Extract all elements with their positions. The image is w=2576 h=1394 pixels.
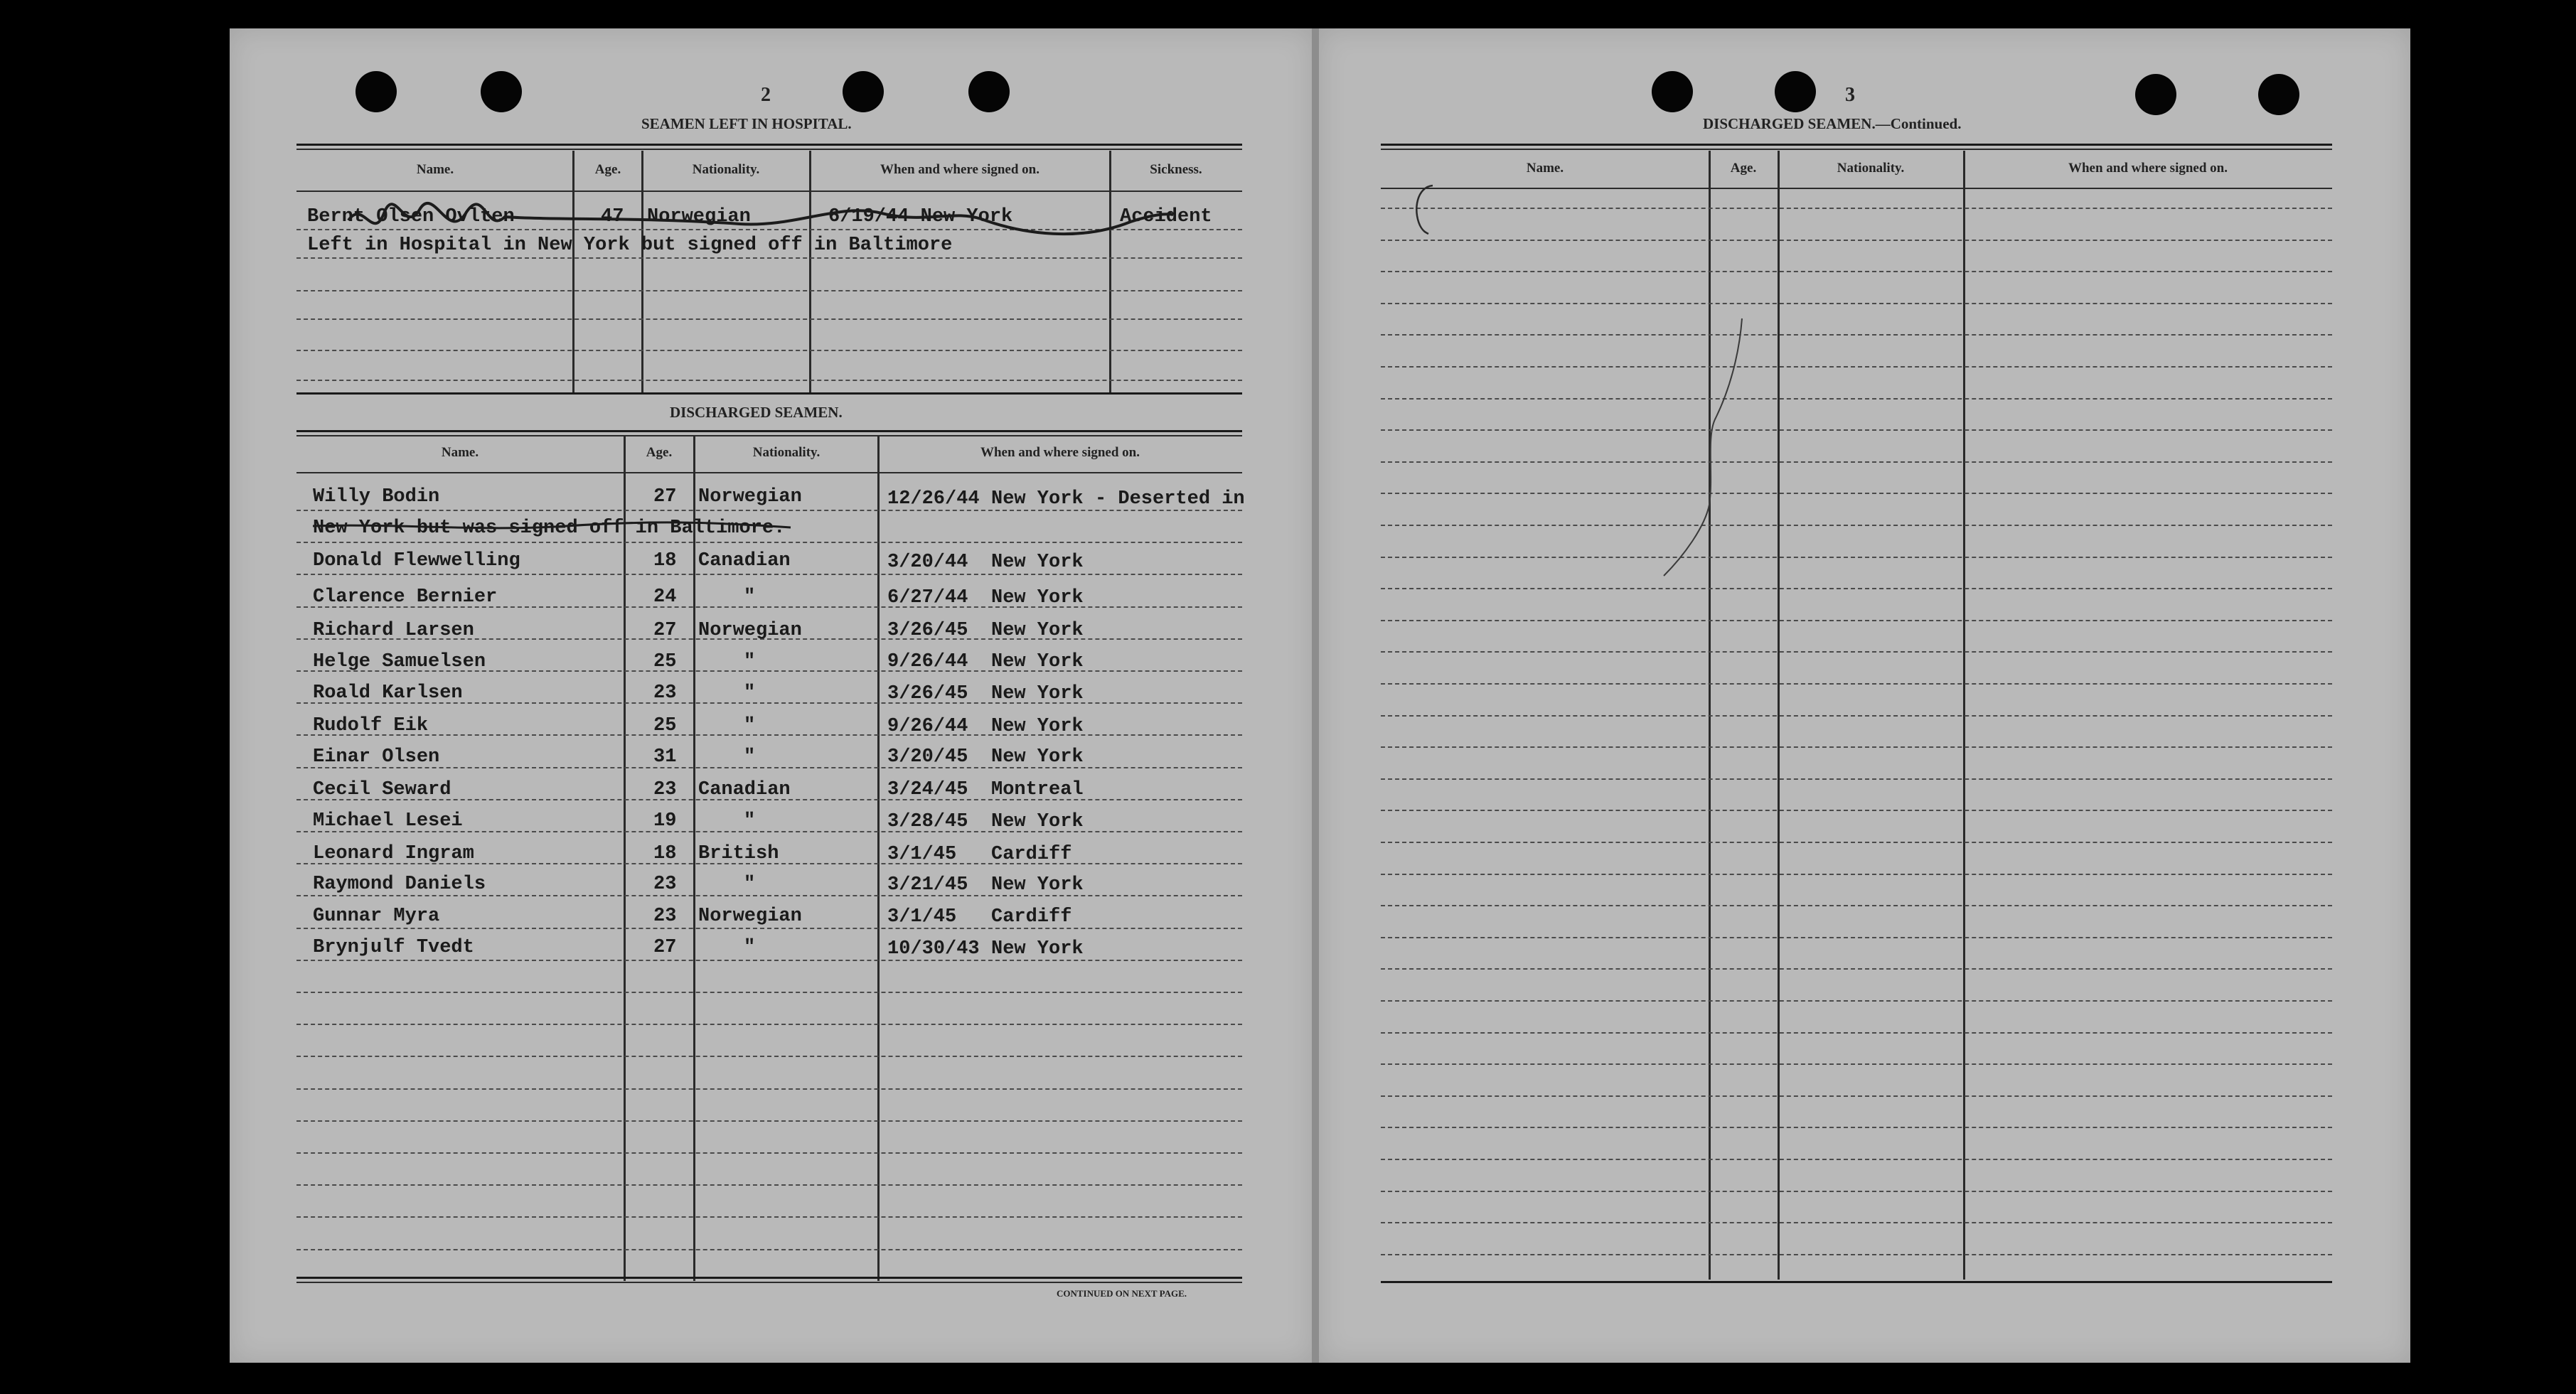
ruled-line bbox=[1381, 1000, 2332, 1002]
punch-hole bbox=[843, 71, 884, 112]
column-header-nationality: Nationality. bbox=[692, 162, 760, 177]
ruled-line bbox=[1381, 746, 2332, 748]
ruled-line bbox=[296, 928, 1242, 929]
ruled-line bbox=[1381, 334, 2332, 336]
row-continuation: New York but was signed off in Baltimore. bbox=[313, 518, 786, 539]
row-nationality: Norwegian bbox=[698, 906, 802, 927]
row-place: New York bbox=[991, 811, 1084, 832]
row-date: 6/27/44 bbox=[887, 587, 968, 608]
ruled-line bbox=[1381, 874, 2332, 875]
row-name: Donald Flewwelling bbox=[313, 550, 520, 572]
table-border bbox=[1381, 188, 2332, 189]
row-nationality: " bbox=[744, 746, 756, 768]
ruled-line bbox=[1381, 1127, 2332, 1128]
punch-hole bbox=[1775, 71, 1816, 112]
row-age: 23 bbox=[653, 682, 677, 704]
row-age: 25 bbox=[653, 715, 677, 736]
row-name: Michael Lesei bbox=[313, 810, 463, 832]
row-age: 27 bbox=[653, 620, 677, 641]
ruled-line bbox=[296, 1152, 1242, 1154]
row-name: Brynjulf Tvedt bbox=[313, 937, 474, 958]
continued-note: CONTINUED ON NEXT PAGE. bbox=[1057, 1288, 1187, 1299]
row-place: New York bbox=[991, 683, 1084, 704]
row-name: Clarence Bernier bbox=[313, 586, 498, 608]
punch-hole bbox=[1652, 71, 1693, 112]
ruled-line bbox=[1381, 1159, 2332, 1160]
punch-hole bbox=[2135, 74, 2176, 115]
ruled-line bbox=[1381, 1063, 2332, 1065]
row-age: 23 bbox=[653, 906, 677, 927]
ruled-line bbox=[296, 1088, 1242, 1090]
row-date: 3/20/44 bbox=[887, 552, 968, 573]
ruled-line bbox=[1381, 493, 2332, 494]
row-age: 19 bbox=[653, 810, 677, 832]
page-number-right: 3 bbox=[1845, 84, 1855, 106]
row-name: Raymond Daniels bbox=[313, 874, 486, 895]
table-border bbox=[296, 1277, 1242, 1279]
row-age: 27 bbox=[653, 937, 677, 958]
table-border bbox=[1381, 1281, 2332, 1283]
row-nationality: Canadian bbox=[698, 550, 791, 572]
row-nationality: Norwegian bbox=[698, 486, 802, 508]
row-age: 23 bbox=[653, 874, 677, 895]
column-divider bbox=[1109, 151, 1111, 392]
ruled-line bbox=[296, 1120, 1242, 1122]
ruled-line bbox=[1381, 1254, 2332, 1255]
ruled-line bbox=[296, 992, 1242, 993]
ruled-line bbox=[1381, 810, 2332, 811]
ruled-line bbox=[296, 1056, 1242, 1057]
row-date: 3/24/45 bbox=[887, 779, 968, 800]
ruled-line bbox=[296, 960, 1242, 961]
column-header-signed-on: When and where signed on. bbox=[980, 445, 1140, 460]
table-border bbox=[296, 191, 1242, 192]
row-nationality: " bbox=[744, 682, 756, 704]
ruled-line bbox=[1381, 366, 2332, 368]
hospital-note: Left in Hospital in New York but signed off in Baltimore bbox=[307, 235, 953, 256]
page-number-left: 2 bbox=[761, 84, 771, 106]
ruled-line bbox=[296, 574, 1242, 575]
row-age: 31 bbox=[653, 746, 677, 768]
ruled-line bbox=[296, 542, 1242, 543]
ruled-line bbox=[296, 734, 1242, 736]
row-nationality: " bbox=[744, 874, 756, 895]
row-date: 3/20/45 bbox=[887, 746, 968, 768]
ruled-line bbox=[1381, 1095, 2332, 1097]
ruled-line bbox=[296, 1184, 1242, 1186]
ruled-line bbox=[1381, 683, 2332, 685]
ruled-line bbox=[296, 318, 1242, 320]
row-name: Roald Karlsen bbox=[313, 682, 463, 704]
ruled-line bbox=[296, 257, 1242, 259]
ruled-line bbox=[1381, 429, 2332, 431]
table-border bbox=[1381, 149, 2332, 150]
table-border bbox=[296, 149, 1242, 150]
row-place: New York bbox=[991, 620, 1084, 641]
column-header-nationality: Nationality. bbox=[752, 445, 821, 460]
row-name: Willy Bodin bbox=[313, 486, 440, 508]
row-date: 3/28/45 bbox=[887, 811, 968, 832]
ruled-line bbox=[296, 1216, 1242, 1218]
row-place: New York bbox=[991, 587, 1084, 608]
row-place: New York bbox=[991, 938, 1084, 960]
ruled-line bbox=[1381, 461, 2332, 463]
row-date: 3/21/45 bbox=[887, 874, 968, 896]
row-nationality: Norwegian bbox=[698, 620, 802, 641]
column-divider bbox=[809, 151, 811, 392]
table-border bbox=[296, 435, 1242, 436]
row-nationality: " bbox=[744, 651, 756, 672]
row-place: New York bbox=[991, 552, 1084, 573]
ruled-line bbox=[296, 350, 1242, 351]
ruled-line bbox=[1381, 303, 2332, 304]
row-date: 3/1/45 bbox=[887, 906, 957, 928]
row-nationality: " bbox=[744, 586, 756, 608]
ruled-line bbox=[1381, 240, 2332, 241]
row-date: 3/26/45 bbox=[887, 683, 968, 704]
column-divider bbox=[693, 435, 695, 1281]
table-border bbox=[296, 392, 1242, 395]
ruled-line bbox=[1381, 588, 2332, 589]
hospital-row-signed-on: 6/19/44 New York bbox=[828, 206, 1013, 227]
punch-hole bbox=[481, 71, 522, 112]
column-divider bbox=[641, 151, 643, 392]
ruled-line bbox=[1381, 842, 2332, 843]
row-name: Richard Larsen bbox=[313, 620, 474, 641]
ruled-line bbox=[296, 1024, 1242, 1025]
hospital-row-age: 47 bbox=[601, 206, 624, 227]
ruled-line bbox=[1381, 651, 2332, 653]
row-nationality: " bbox=[744, 715, 756, 736]
row-remark: - Deserted in bbox=[1095, 488, 1245, 510]
hospital-row-nationality: Norwegian bbox=[647, 206, 751, 227]
row-name: Rudolf Eik bbox=[313, 715, 429, 736]
row-nationality: " bbox=[744, 810, 756, 832]
column-header-signed-on: When and where signed on. bbox=[880, 162, 1040, 177]
ruled-line bbox=[1381, 1222, 2332, 1223]
column-header-signed-on: When and where signed on. bbox=[2068, 161, 2228, 176]
discharged-section-title: DISCHARGED SEAMEN. bbox=[670, 404, 843, 421]
table-border bbox=[1381, 144, 2332, 146]
row-age: 23 bbox=[653, 779, 677, 800]
ruled-line bbox=[1381, 208, 2332, 209]
right-page bbox=[1319, 28, 2410, 1363]
right-page-title: DISCHARGED SEAMEN.—Continued. bbox=[1703, 115, 1962, 132]
table-border bbox=[296, 1282, 1242, 1283]
row-name: Helge Samuelsen bbox=[313, 651, 486, 672]
ruled-line bbox=[1381, 778, 2332, 780]
ruled-line bbox=[1381, 620, 2332, 621]
table-border bbox=[296, 144, 1242, 146]
ruled-line bbox=[1381, 557, 2332, 558]
row-date: 10/30/43 bbox=[887, 938, 980, 960]
row-place: New York bbox=[991, 716, 1084, 737]
row-name: Einar Olsen bbox=[313, 746, 440, 768]
hospital-row-name: Bernt Olsen Ovlten bbox=[307, 206, 515, 227]
ruled-line bbox=[1381, 968, 2332, 970]
ruled-line bbox=[1381, 271, 2332, 272]
ruled-line bbox=[1381, 1191, 2332, 1192]
row-date: 9/26/44 bbox=[887, 716, 968, 737]
column-header-name: Name. bbox=[441, 445, 479, 460]
row-age: 24 bbox=[653, 586, 677, 608]
ruled-line bbox=[1381, 1032, 2332, 1034]
row-place: Cardiff bbox=[991, 906, 1072, 928]
ruled-line bbox=[296, 1249, 1242, 1250]
ruled-line bbox=[1381, 398, 2332, 400]
row-place: Cardiff bbox=[991, 844, 1072, 865]
hospital-row-sickness: Accident bbox=[1120, 206, 1212, 227]
column-header-nationality: Nationality. bbox=[1837, 161, 1905, 176]
ruled-line bbox=[296, 380, 1242, 381]
ruled-line bbox=[296, 510, 1242, 511]
row-place: Montreal bbox=[991, 779, 1084, 800]
punch-hole bbox=[2258, 74, 2299, 115]
row-date: 3/1/45 bbox=[887, 844, 957, 865]
column-header-age: Age. bbox=[1730, 161, 1757, 176]
row-place: New York bbox=[991, 746, 1084, 768]
column-header-sickness: Sickness. bbox=[1150, 162, 1202, 177]
column-header-age: Age. bbox=[594, 162, 621, 177]
hospital-section-title: SEAMEN LEFT IN HOSPITAL. bbox=[641, 115, 852, 132]
row-place: New York bbox=[991, 874, 1084, 896]
ruled-line bbox=[1381, 525, 2332, 526]
column-divider bbox=[624, 435, 626, 1281]
row-age: 18 bbox=[653, 550, 677, 572]
ruled-line bbox=[296, 229, 1242, 230]
ruled-line bbox=[296, 290, 1242, 291]
column-header-name: Name. bbox=[416, 162, 454, 177]
row-place: New York bbox=[991, 488, 1084, 510]
ruled-line bbox=[1381, 905, 2332, 906]
table-border bbox=[296, 430, 1242, 432]
ruled-line bbox=[1381, 937, 2332, 938]
row-age: 27 bbox=[653, 486, 677, 508]
column-header-age: Age. bbox=[646, 445, 673, 460]
column-divider bbox=[572, 151, 574, 392]
row-date: 12/26/44 bbox=[887, 488, 980, 510]
row-name: Gunnar Myra bbox=[313, 906, 440, 927]
column-divider bbox=[877, 435, 880, 1281]
ruled-line bbox=[1381, 715, 2332, 717]
row-nationality: " bbox=[744, 937, 756, 958]
row-nationality: Canadian bbox=[698, 779, 791, 800]
row-name: Cecil Seward bbox=[313, 779, 451, 800]
row-name: Leonard Ingram bbox=[313, 843, 474, 864]
table-border bbox=[296, 472, 1242, 473]
row-date: 9/26/44 bbox=[887, 651, 968, 672]
row-date: 3/26/45 bbox=[887, 620, 968, 641]
row-age: 25 bbox=[653, 651, 677, 672]
punch-hole bbox=[968, 71, 1010, 112]
punch-hole bbox=[356, 71, 397, 112]
column-header-name: Name. bbox=[1526, 161, 1564, 176]
row-place: New York bbox=[991, 651, 1084, 672]
row-nationality: British bbox=[698, 843, 779, 864]
ruled-line bbox=[296, 895, 1242, 896]
row-age: 18 bbox=[653, 843, 677, 864]
